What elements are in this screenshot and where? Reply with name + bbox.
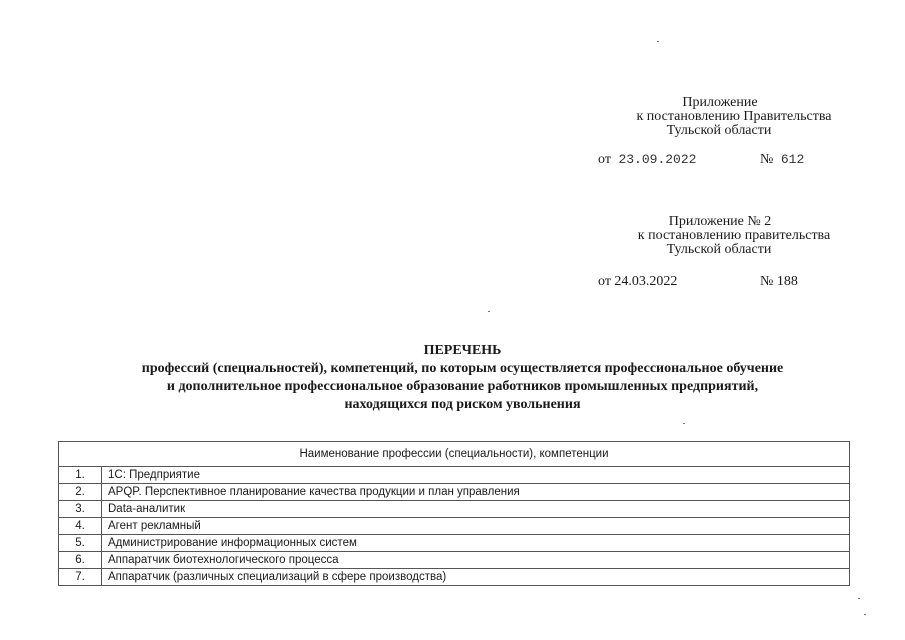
- annex-current-line1: Приложение: [682, 95, 758, 110]
- scan-speck: [488, 311, 490, 312]
- table-row: [59, 484, 850, 501]
- annex-original-number-line: № 188: [760, 274, 798, 289]
- annex-current-header: [590, 96, 840, 138]
- scan-speck: [683, 423, 685, 424]
- row-number: 7.: [59, 569, 102, 586]
- table-row: [59, 501, 850, 518]
- annex-current-line3: Тульской области: [666, 123, 772, 138]
- row-name: Агент рекламный: [102, 518, 850, 535]
- table-row: [59, 552, 850, 569]
- table-row: [59, 535, 850, 552]
- scan-speck: [858, 598, 860, 599]
- row-name: 1С: Предприятие: [102, 467, 850, 484]
- row-name: Data-аналитик: [102, 501, 850, 518]
- scan-speck: [864, 614, 866, 615]
- annex-original-date-line: от 24.03.2022: [598, 274, 678, 289]
- table-row: [59, 569, 850, 586]
- title-line-2: и дополнительное профессиональное образование работников промышленных предприятий,: [166, 379, 759, 394]
- table-header: Наименование профессии (специальности), компетенции: [59, 442, 850, 467]
- annex-original-line2: к постановлению правительства: [637, 228, 831, 243]
- annex-original-line1: Приложение № 2: [668, 214, 772, 229]
- row-number: 3.: [59, 501, 102, 518]
- table-row: [59, 467, 850, 484]
- row-name: Аппаратчик биотехнологического процесса: [102, 552, 850, 569]
- row-number: 2.: [59, 484, 102, 501]
- table-header-row: [59, 442, 850, 467]
- annex-current-line2: к постановлению Правительства: [636, 109, 832, 124]
- row-number: 4.: [59, 518, 102, 535]
- number-sign: №: [760, 152, 774, 167]
- scan-speck: [657, 41, 659, 42]
- row-number: 5.: [59, 535, 102, 552]
- table-row: [59, 518, 850, 535]
- row-name: APQP. Перспективное планирование качества продукции и план управления: [102, 484, 850, 501]
- annex-current-date: 23.09.2022: [618, 152, 697, 167]
- title-line-3: находящихся под риском увольнения: [344, 397, 581, 412]
- annex-original-header: [590, 215, 840, 257]
- professions-table: [58, 441, 850, 586]
- document-title: [40, 342, 885, 414]
- annex-current-number: 612: [780, 152, 805, 167]
- annex-current-date-line: [598, 152, 696, 168]
- row-number: 6.: [59, 552, 102, 569]
- annex-original-line3: Тульской области: [666, 242, 772, 257]
- date-prefix: от: [598, 152, 611, 167]
- row-number: 1.: [59, 467, 102, 484]
- row-name: Администрирование информационных систем: [102, 535, 850, 552]
- row-name: Аппаратчик (различных специализаций в сфере производства): [102, 569, 850, 586]
- annex-current-number-line: [760, 152, 804, 168]
- title-heading: ПЕРЕЧЕНЬ: [423, 343, 502, 358]
- title-line-1: профессий (специальностей), компетенций, по которым осуществляется профессиональное обучение: [141, 361, 784, 376]
